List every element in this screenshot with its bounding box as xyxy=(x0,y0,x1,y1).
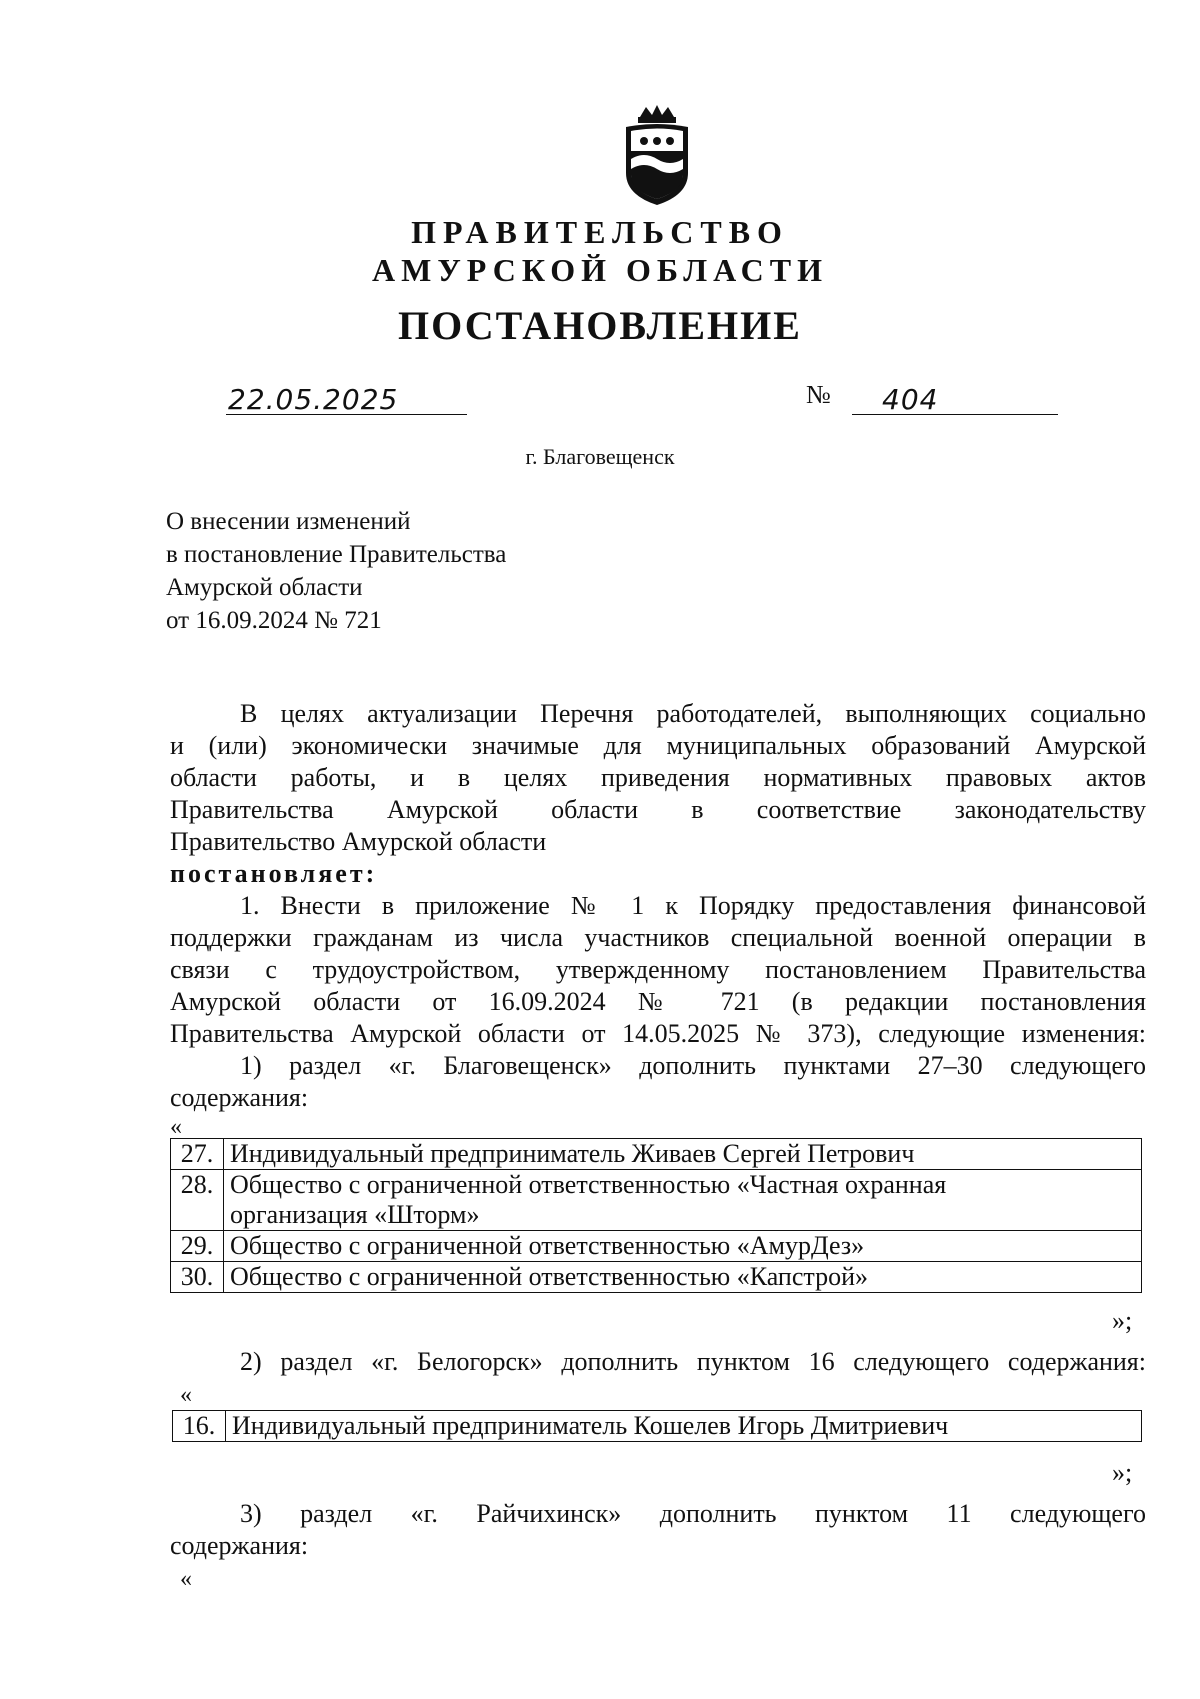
org-name-line1: ПРАВИТЕЛЬСТВО xyxy=(411,214,789,250)
preamble-line: области работы, и в целях приведения нормативных правовых актов xyxy=(170,763,1146,792)
row-number: 16. xyxy=(173,1411,226,1442)
close-quote: »; xyxy=(1112,1306,1133,1335)
close-quote: »; xyxy=(1112,1458,1133,1487)
row-text: Общество с ограниченной ответственностью «Частная охранная организация «Шторм» xyxy=(224,1170,1142,1231)
subject-line: в постановление Правительства xyxy=(166,541,507,568)
handwritten-number: 404 xyxy=(882,383,939,416)
open-quote: « xyxy=(170,1114,182,1140)
row-number: 28. xyxy=(171,1170,224,1231)
subitem2-line: 2) раздел «г. Белогорск» дополнить пунктом 16 следующего содержания: xyxy=(240,1347,1146,1376)
item1-line: поддержки гражданам из числа участников специальной военной операции в xyxy=(170,923,1146,952)
subitem1-line: 1) раздел «г. Благовещенск» дополнить пунктами 27–30 следующего xyxy=(240,1051,1146,1080)
table-row xyxy=(171,1262,1142,1293)
table-row xyxy=(173,1411,1142,1442)
preamble-line: В целях актуализации Перечня работодателей, выполняющих социально xyxy=(240,699,1146,728)
open-quote: « xyxy=(180,1382,192,1408)
city: г. Благовещенск xyxy=(525,444,675,469)
row-text: Индивидуальный предприниматель Кошелев Игорь Дмитриевич xyxy=(226,1411,1142,1442)
preamble-line: Правительство Амурской области xyxy=(170,827,547,856)
row-text: Общество с ограниченной ответственностью «Капстрой» xyxy=(224,1262,1142,1293)
row-text: Общество с ограниченной ответственностью «АмурДез» xyxy=(224,1231,1142,1262)
row-number: 30. xyxy=(171,1262,224,1293)
item1-line: Правительства Амурской области от 14.05.2025 № 373), следующие изменения: xyxy=(170,1019,1146,1048)
date-field xyxy=(226,378,467,415)
subject-line: О внесении изменений xyxy=(166,508,411,535)
entries-table-1 xyxy=(170,1138,1142,1293)
preamble-line: Правительства Амурской области в соответствие законодательству xyxy=(170,795,1146,824)
subitem1-line: содержания: xyxy=(170,1083,309,1112)
document-type: ПОСТАНОВЛЕНИЕ xyxy=(398,303,802,348)
item1-line: Амурской области от 16.09.2024 № 721 (в редакции постановления xyxy=(170,987,1146,1016)
table-row xyxy=(171,1231,1142,1262)
row-number: 27. xyxy=(171,1139,224,1170)
handwritten-date: 22.05.2025 xyxy=(228,383,399,416)
row-text: Индивидуальный предприниматель Живаев Сергей Петрович xyxy=(224,1139,1142,1170)
subitem3-line: содержания: xyxy=(170,1531,309,1560)
subject-line: от 16.09.2024 № 721 xyxy=(166,607,382,634)
row-number: 29. xyxy=(171,1231,224,1262)
number-field xyxy=(852,378,1058,415)
resolves-label: постановляет: xyxy=(170,859,378,888)
table-row xyxy=(171,1170,1142,1231)
preamble-line: и (или) экономически значимые для муниципальных образований Амурской xyxy=(170,731,1146,760)
entries-table-2 xyxy=(172,1410,1142,1442)
number-label: № xyxy=(806,380,831,409)
coat-of-arms-emblem xyxy=(620,103,694,207)
org-name-line2: АМУРСКОЙ ОБЛАСТИ xyxy=(372,252,828,288)
subject-line: Амурской области xyxy=(166,574,363,601)
item1-line: 1. Внести в приложение № 1 к Порядку предоставления финансовой xyxy=(240,891,1146,920)
subject-block xyxy=(166,505,506,637)
open-quote: « xyxy=(180,1566,192,1592)
table-row xyxy=(171,1139,1142,1170)
item1-line: связи с трудоустройством, утвержденному постановлением Правительства xyxy=(170,955,1146,984)
subitem3-line: 3) раздел «г. Райчихинск» дополнить пунктом 11 следующего xyxy=(240,1499,1146,1528)
